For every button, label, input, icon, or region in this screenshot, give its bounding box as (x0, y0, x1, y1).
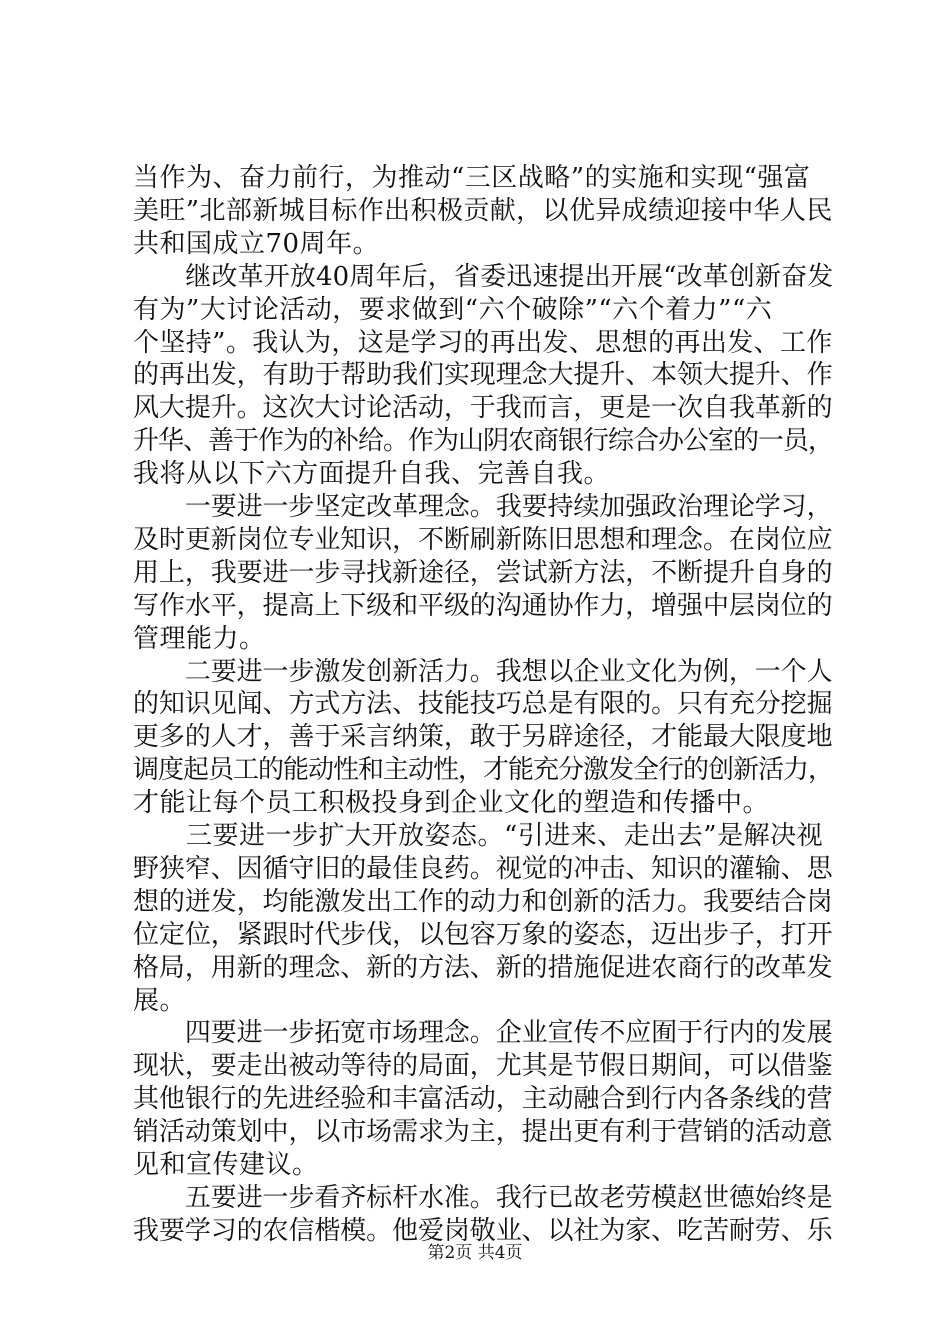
text-line: 现状，要走出被动等待的局面，尤其是节假日期间，可以借鉴 (133, 1051, 833, 1082)
text-line: 野狭窄、因循守旧的最佳良药。视觉的冲击、知识的灌输、思 (133, 853, 833, 884)
text-line: 有为”大讨论活动，要求做到“六个破除”“六个着力”“六 (133, 294, 773, 325)
text-line: 更多的人才，善于采言纳策，敢于另辟途径，才能最大限度地 (133, 722, 833, 753)
text-line: 其他银行的先进经验和丰富活动，主动融合到行内各条线的营 (133, 1084, 833, 1115)
text-line: 位定位，紧跟时代步伐，以包容万象的姿态，迈出步子，打开 (133, 919, 833, 950)
text-line: 用上，我要进一步寻找新途径，尝试新方法，不断提升自身的 (133, 557, 833, 588)
text-line: 调度起员工的能动性和主动性，才能充分激发全行的创新活力， (133, 755, 834, 786)
text-line: 的知识见闻、方式方法、技能技巧总是有限的。只有充分挖掘 (133, 689, 833, 720)
text-line: 销活动策划中，以市场需求为主，提出更有利于营销的活动意 (133, 1117, 833, 1148)
text-line: 四要进一步拓宽市场理念。企业宣传不应囿于行内的发展 (133, 1018, 833, 1049)
text-line: 写作水平，提高上下级和平级的沟通协作力，增强中层岗位的 (133, 590, 833, 621)
page-footer: 第2页 共4页 (427, 1243, 523, 1263)
text-line: 当作为、奋力前行，为推动“三区战略”的实施和实现“强富 (133, 163, 811, 193)
text-line: 的再出发，有助于帮助我们实现理念大提升、本领大提升、作 (133, 360, 833, 391)
text-line: 一要进一步坚定改革理念。我要持续加强政治理论学习， (133, 492, 833, 522)
text-line: 格局，用新的理念、新的方法、新的措施促进农商行的改革发 (133, 952, 833, 983)
text-line: 继改革开放40周年后，省委迅速提出开展“改革创新奋发 (133, 261, 834, 292)
text-line: 想的迸发，均能激发出工作的动力和创新的活力。我要结合岗 (133, 886, 833, 917)
text-line: 展。 (133, 985, 187, 1016)
text-line: 我要学习的农信楷模。他爱岗敬业、以社为家、吃苦耐劳、乐 (133, 1215, 833, 1246)
text-line: 共和国成立70周年。 (133, 228, 380, 259)
text-line: 五要进一步看齐标杆水准。我行已故老劳模赵世德始终是 (133, 1182, 833, 1213)
text-line: 我将从以下六方面提升自我、完善自我。 (133, 459, 611, 490)
text-line: 才能让每个员工积极投身到企业文化的塑造和传播中。 (133, 788, 770, 819)
text-line: 个坚持”。我认为，这是学习的再出发、思想的再出发、工作 (133, 327, 833, 358)
text-line: 升华、善于作为的补给。作为山阴农商银行综合办公室的一员， (133, 426, 834, 457)
text-line: 三要进一步扩大开放姿态。“引进来、走出去”是解决视 (133, 821, 824, 851)
text-line: 见和宣传建议。 (133, 1150, 319, 1180)
text-line: 风大提升。这次大讨论活动，于我而言，更是一次自我革新的 (133, 393, 833, 424)
text-line: 及时更新岗位专业知识，不断刷新陈旧思想和理念。在岗位应 (133, 524, 833, 555)
text-line: 二要进一步激发创新活力。我想以企业文化为例，一个人 (133, 656, 833, 687)
text-line: 美旺”北部新城目标作出积极贡献，以优异成绩迎接中华人民 (133, 195, 833, 226)
text-line: 管理能力。 (133, 623, 266, 654)
